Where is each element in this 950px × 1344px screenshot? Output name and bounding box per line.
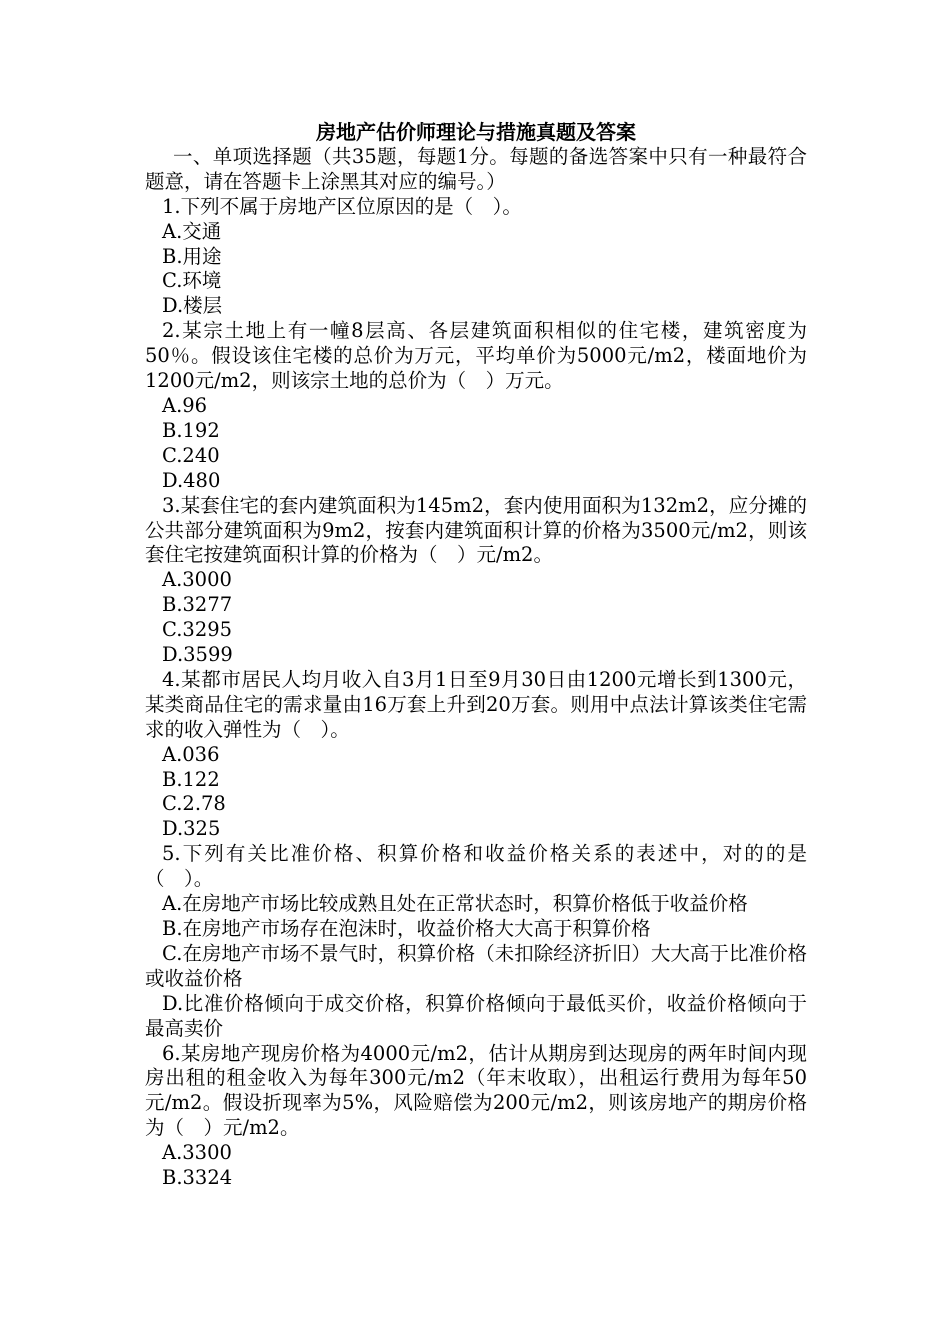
question-text: 1.下列不属于房地产区位原因的是（ ）。 (162, 194, 522, 218)
answer-option: B.3324 (162, 1166, 233, 1190)
answer-option: A.在房地产市场比较成熟且处在正常状态时，积算价格低于收益价格 (162, 892, 748, 916)
answer-option: C.2.78 (162, 792, 226, 816)
section-heading: 一、单项选择题（共35题，每题1分。每题的备选答案中只有一种最符合题意，请在答题卡上涂黑其对应的编号。） (145, 144, 807, 193)
answer-option: A.交通 (162, 219, 222, 243)
answer-option: C.环境 (162, 269, 222, 293)
answer-option: A.96 (162, 393, 208, 417)
answer-option: B.在房地产市场存在泡沫时，收益价格大大高于积算价格 (162, 917, 651, 940)
answer-option: D.比准价格倾向于成交价格，积算价格倾向于最低买价，收益价格倾向于最高卖价 (145, 991, 807, 1040)
answer-option: A.3000 (162, 568, 232, 592)
answer-option: B.192 (162, 418, 220, 442)
document-page (145, 120, 807, 1191)
question-text: 6.某房地产现房价格为4000元/m2，估计从期房到达现房的两年时间内现房出租的租金收入为每年300元/m2（年末收取），出租运行费用为每年50元/m2。假设折现率为5%，风险赔偿为200元/m2，则该房地产的期房价格为（ ）元/m2。 (145, 1041, 807, 1140)
answer-option: D.楼层 (162, 294, 223, 318)
document-body (145, 145, 807, 1191)
document-title: 房地产估价师理论与措施真题及答案 (316, 120, 636, 144)
answer-option: C.在房地产市场不景气时，积算价格（未扣除经济折旧）大大高于比准价格或收益价格 (145, 941, 807, 990)
question-text: 2.某宗土地上有一幢8层高、各层建筑面积相似的住宅楼，建筑密度为50％。假设该住宅楼的总价为万元，平均单价为5000元/m2，楼面地价为1200元/m2，则该宗土地的总价为（ ）万元。 (145, 319, 807, 393)
answer-option: C.240 (162, 443, 220, 467)
question-text: 4.某都市居民人均月收入自3月1日至9月30日由1200元增长到1300元，某类商品住宅的需求量由16万套上升到20万套。则用中点法计算该类住宅需求的收入弹性为（ ）。 (145, 667, 807, 741)
answer-option: C.3295 (162, 618, 233, 642)
answer-option: A.3300 (162, 1141, 232, 1165)
answer-option: B.122 (162, 767, 220, 791)
answer-option: D.3599 (162, 643, 233, 667)
answer-option: D.325 (162, 817, 221, 841)
answer-option: B.用途 (162, 244, 222, 268)
question-text: 5.下列有关比准价格、积算价格和收益价格关系的表述中，对的的是（ ）。 (145, 842, 807, 891)
question-text: 3.某套住宅的套内建筑面积为145m2，套内使用面积为132m2，应分摊的公共部分建筑面积为9m2，按套内建筑面积计算的价格为3500元/m2，则该套住宅按建筑面积计算的价格为（ ）元/m2。 (145, 493, 807, 567)
answer-option: B.3277 (162, 593, 233, 617)
answer-option: D.480 (162, 468, 221, 492)
answer-option: A.036 (162, 742, 220, 766)
